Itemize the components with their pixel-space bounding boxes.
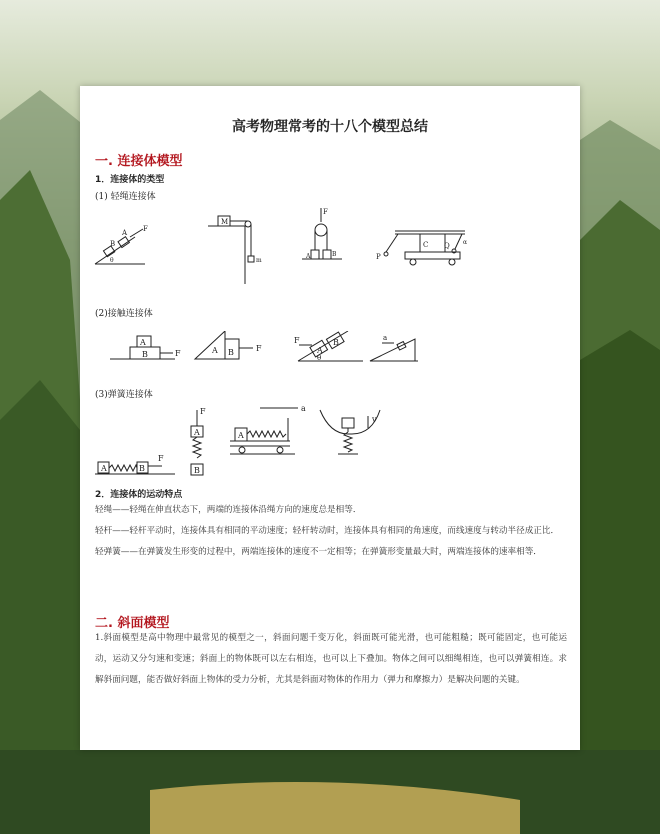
- label-A: A: [140, 338, 146, 347]
- label-F: F: [200, 407, 206, 416]
- paragraph-rod: 轻杆——轻杆平动时，连接体具有相同的平动速度；轻杆转动时，连接体具有相同的角速度，而线速度与转动半径成正比．: [95, 526, 560, 536]
- label-B: B: [110, 240, 116, 248]
- label-F: F: [143, 225, 148, 233]
- label-B: B: [228, 348, 234, 357]
- label-a: a: [383, 334, 388, 342]
- section2-paragraph: 1.斜面模型是高中物理中最常见的模型之一，斜面问题千变万化，斜面既可能光滑，也可能粗糙；既可能固定，也可能运动，运动又分匀速和变速；斜面上的物体既可以左右相连，也可以上下叠加。物体之间可以细绳相连，也可以弹簧相连。求解斜面问题，能否做好斜面上物体的受力分析，尤其是斜面对物体的作用力（弹力和摩擦力）是解决问题的关键。: [95, 633, 567, 685]
- label-Q: Q: [444, 242, 450, 250]
- document-sheet: [80, 86, 580, 750]
- label-m: m: [256, 257, 262, 264]
- rope-connected-label: (1) 轻绳连接体: [95, 192, 156, 202]
- label-C: C: [423, 241, 429, 249]
- contact-connected-label: (2)接触连接体: [95, 309, 153, 319]
- label-B: B: [333, 338, 339, 347]
- label-alpha: α: [463, 239, 468, 246]
- diagram-wedge-blocks: [195, 331, 262, 359]
- diagram-incline-pushed-blocks: [294, 331, 363, 362]
- diagram-cart-spring: [230, 404, 306, 454]
- label-A: A: [238, 431, 244, 440]
- diagram-cart-pendulums: [376, 231, 467, 265]
- label-M: M: [221, 218, 229, 226]
- contact-connected-diagrams: [80, 331, 580, 376]
- section1-subheading-features: 2．连接体的运动特点: [95, 490, 183, 500]
- label-P: P: [376, 253, 381, 261]
- diagram-horizontal-spring: [95, 454, 175, 474]
- label-A: A: [101, 464, 107, 473]
- label-theta: θ: [110, 257, 114, 264]
- page-title: 高考物理常考的十八个模型总结: [232, 119, 428, 135]
- diagram-movable-pulley: [302, 208, 342, 260]
- paragraph-spring: 轻弹簧——在弹簧发生形变的过程中，两端连接体的速度不一定相等；在弹簧形变量最大时，两端连接体的速率相等．: [95, 547, 542, 557]
- diagram-incline-two-blocks: [95, 225, 148, 264]
- section1-paragraphs: [95, 500, 567, 563]
- section1-heading: 一. 连接体模型: [95, 154, 183, 169]
- section1-subheading-types: 1．连接体的类型: [95, 175, 165, 185]
- label-B: B: [194, 466, 200, 475]
- label-A: A: [306, 253, 311, 260]
- label-F: F: [323, 208, 328, 216]
- label-A: A: [317, 346, 323, 355]
- label-F: F: [175, 349, 181, 358]
- paragraph-rope: 轻绳——轻绳在伸直状态下，两端的连接体沿绳方向的速度总是相等．: [95, 505, 362, 515]
- label-F: F: [256, 344, 262, 353]
- label-theta: θ: [317, 354, 322, 362]
- rope-connected-diagrams: [80, 204, 580, 284]
- label-A: A: [122, 229, 128, 237]
- spring-connected-label: (3)弹簧连接体: [95, 390, 153, 400]
- spring-connected-diagrams: [80, 404, 580, 479]
- label-B: B: [142, 350, 148, 359]
- diagram-accelerating-wedge: [370, 334, 418, 361]
- label-a: a: [301, 404, 306, 413]
- label-B: B: [332, 251, 337, 258]
- label-A: A: [194, 428, 200, 437]
- diagram-stacked-blocks: [110, 336, 181, 359]
- label-F: F: [294, 336, 300, 345]
- section2-heading: 二. 斜面模型: [95, 616, 170, 631]
- diagram-vertical-spring: [191, 407, 206, 475]
- label-B: B: [139, 464, 145, 473]
- label-v: v: [372, 415, 377, 424]
- label-A: A: [212, 346, 218, 355]
- diagram-table-pulley: [208, 216, 262, 284]
- diagram-bowl-spring: [320, 410, 380, 454]
- label-F: F: [158, 454, 164, 463]
